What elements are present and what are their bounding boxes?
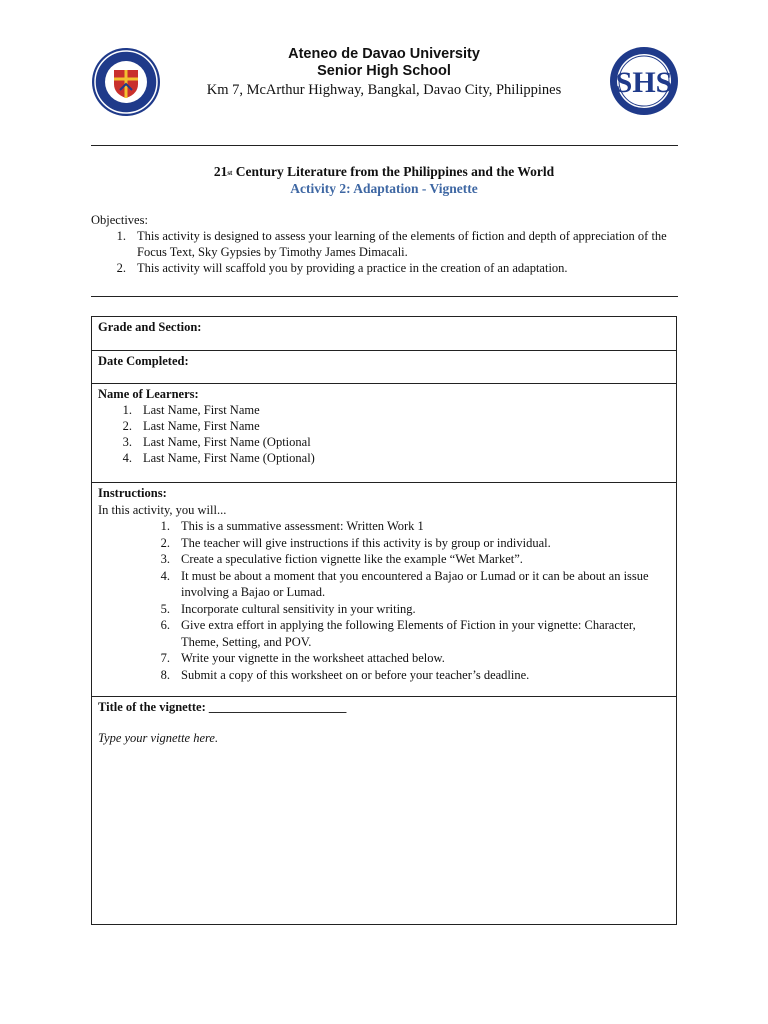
learner-item: 1. Last Name, First Name (122, 403, 260, 417)
course-title: 21st Century Literature from the Philippines and the World (213, 164, 555, 179)
instruction-item: 4. It must be about a moment that you encountered a Bajao or Lumad or it can be about an issue involving a Bajao or Lumad. (160, 568, 649, 599)
instruction-item: 1. This is a summative assessment: Written Work 1 (160, 519, 424, 533)
learner-item: 4. Last Name, First Name (Optional) (122, 451, 315, 465)
svg-text:SHS: SHS (615, 66, 673, 99)
objectives-label: Objectives: (91, 213, 148, 227)
worksheet-table (91, 316, 677, 925)
instruction-item: 5. Incorporate cultural sensitivity in your writing. (160, 601, 416, 616)
objectives-divider (91, 296, 678, 297)
learner-item: 3. Last Name, First Name (Optional (122, 435, 311, 449)
learners-label: Name of Learners: (98, 387, 199, 401)
objective-item: 2. This activity will scaffold you by providing a practice in the creation of an adaptation. (116, 261, 568, 275)
header-divider (91, 145, 678, 146)
instruction-item: 6. Give extra effort in applying the following Elements of Fiction in your vignette: Character, Theme, Setting, and POV. (160, 618, 636, 649)
instruction-item: 7. Write your vignette in the worksheet attached below. (160, 651, 445, 665)
date-completed-label: Date Completed: (98, 354, 189, 368)
learners-row[interactable] (92, 383, 676, 482)
instructions-intro: In this activity, you will... (98, 502, 227, 517)
learner-item: 2. Last Name, First Name (122, 419, 260, 433)
activity-title: Activity 2: Adaptation - Vignette (290, 181, 478, 196)
objectives-section (91, 212, 681, 276)
instruction-item: 2. The teacher will give instructions if this activity is by group or individual. (160, 535, 551, 550)
instructions-row (92, 482, 676, 696)
grade-section-label: Grade and Section: (98, 320, 202, 334)
vignette-text-area[interactable]: Type your vignette here. (98, 731, 219, 745)
course-title-block (0, 163, 768, 197)
objective-item: 1. This activity is designed to assess your learning of the elements of fiction and depth of appreciation of the Focus Text, Sky Gypsies by Timothy James Dimacali. (116, 229, 667, 259)
instructions-label: Instructions: (98, 486, 167, 500)
university-name: Ateneo de Davao University (288, 46, 480, 62)
date-completed-row[interactable] (92, 350, 676, 383)
letterhead (0, 46, 768, 99)
school-name: Senior High School (317, 63, 451, 79)
grade-section-row[interactable] (92, 317, 676, 350)
vignette-title-label: Title of the vignette: ______________________ (98, 700, 347, 714)
instruction-item: 3. Create a speculative fiction vignette like the example “Wet Market”. (160, 552, 523, 566)
school-address: Km 7, McArthur Highway, Bangkal, Davao City, Philippines (206, 82, 562, 98)
instruction-item: 8. Submit a copy of this worksheet on or before your teacher’s deadline. (160, 667, 530, 682)
vignette-row[interactable] (92, 696, 676, 924)
